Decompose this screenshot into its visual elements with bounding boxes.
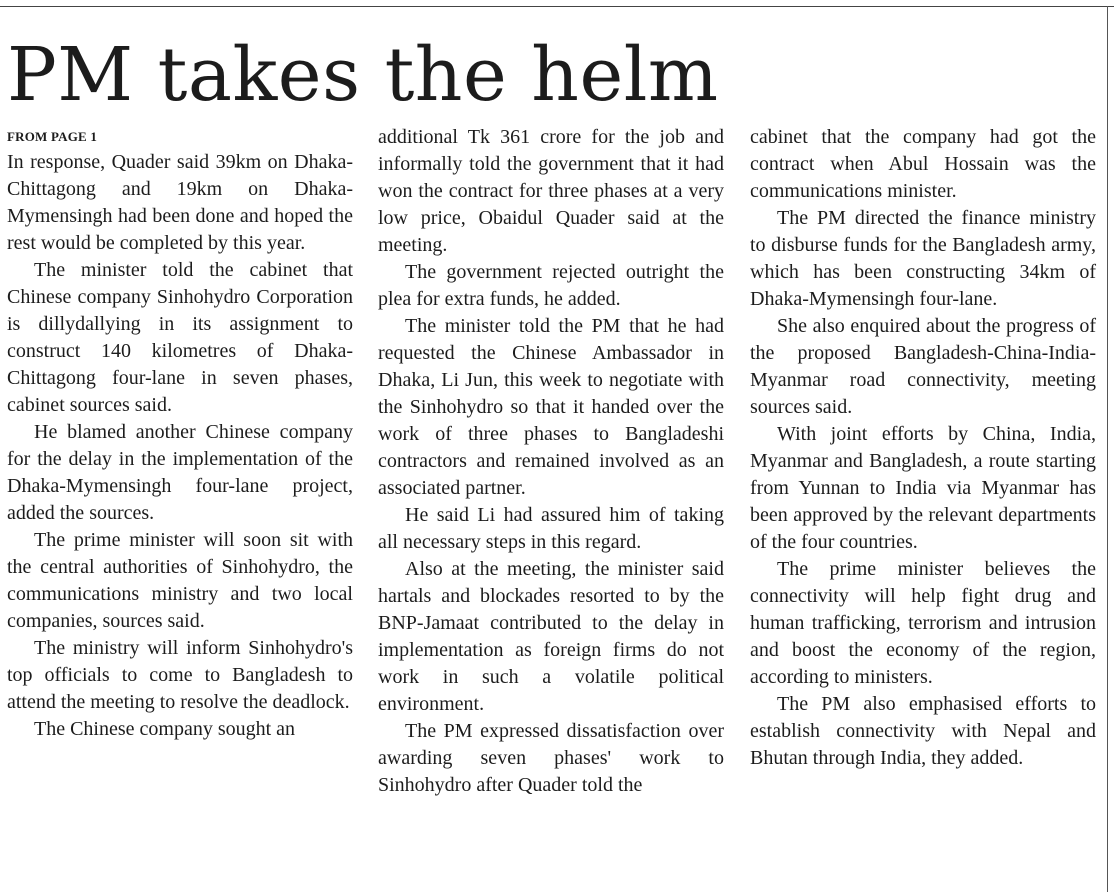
paragraph: The PM expressed dissatisfaction over awarding seven phases' work to Sinhohydro after Quader told the <box>378 720 724 796</box>
paragraph: The government rejected outright the plea for extra funds, he added. <box>378 261 724 310</box>
paragraph: The minister told the cabinet that Chinese company Sinhohydro Corporation is dillydallying in its assignment to construct 140 kilometres of Dhaka-Chittagong four-lane in seven phases, cabinet sources said. <box>7 259 353 416</box>
paragraph: The Chinese company sought an <box>34 718 296 740</box>
paragraph: Also at the meeting, the minister said hartals and blockades resorted to by the BNP-Jamaat contributed to the delay in implementation as foreign firms do not work in such a volatile political environment. <box>378 558 724 715</box>
column-1 <box>7 125 353 743</box>
paragraph: The PM also emphasised efforts to establish connectivity with Nepal and Bhutan through India, they added. <box>750 693 1096 769</box>
paragraph: cabinet that the company had got the contract when Abul Hossain was the communications minister. <box>750 126 1096 202</box>
column-2 <box>378 124 724 799</box>
paragraph: additional Tk 361 crore for the job and informally told the government that it had won the contract for three phases at a very low price, Obaidul Quader said at the meeting. <box>378 126 724 256</box>
paragraph: The ministry will inform Sinhohydro's top officials to come to Bangladesh to attend the meeting to resolve the deadlock. <box>7 637 353 713</box>
paragraph: In response, Quader said 39km on Dhaka-Chittagong and 19km on Dhaka-Mymensingh had been done and hoped the rest would be completed by this year. <box>7 151 353 254</box>
continuation-kicker: FROM PAGE 1 <box>7 129 98 144</box>
paragraph: He blamed another Chinese company for the delay in the implementation of the Dhaka-Mymensingh four-lane project, added the sources. <box>7 421 353 524</box>
paragraph: With joint efforts by China, India, Myanmar and Bangladesh, a route starting from Yunnan to India via Myanmar has been approved by the relevant departments of the four countries. <box>750 423 1096 553</box>
column-3 <box>750 124 1096 772</box>
paragraph: The minister told the PM that he had requested the Chinese Ambassador in Dhaka, Li Jun, this week to negotiate with the Sinhohydro so that it handed over the work of three phases to Bangladeshi contractors and remained involved as an associated partner. <box>378 315 724 499</box>
paragraph: He said Li had assured him of taking all necessary steps in this regard. <box>378 504 724 553</box>
paragraph: The prime minister will soon sit with the central authorities of Sinhohydro, the communications ministry and two local companies, sources said. <box>7 529 353 632</box>
top-rule <box>0 6 1114 7</box>
headline: PM takes the helm <box>7 32 719 118</box>
paragraph: She also enquired about the progress of the proposed Bangladesh-China-India-Myanmar road connectivity, meeting sources said. <box>750 315 1096 418</box>
paragraph: The prime minister believes the connectivity will help fight drug and human trafficking, terrorism and intrusion and boost the economy of the region, according to ministers. <box>750 558 1096 688</box>
paragraph: The PM directed the finance ministry to disburse funds for the Bangladesh army, which has been constructing 34km of Dhaka-Mymensingh four-lane. <box>750 207 1096 310</box>
right-border-rule <box>1107 6 1108 892</box>
